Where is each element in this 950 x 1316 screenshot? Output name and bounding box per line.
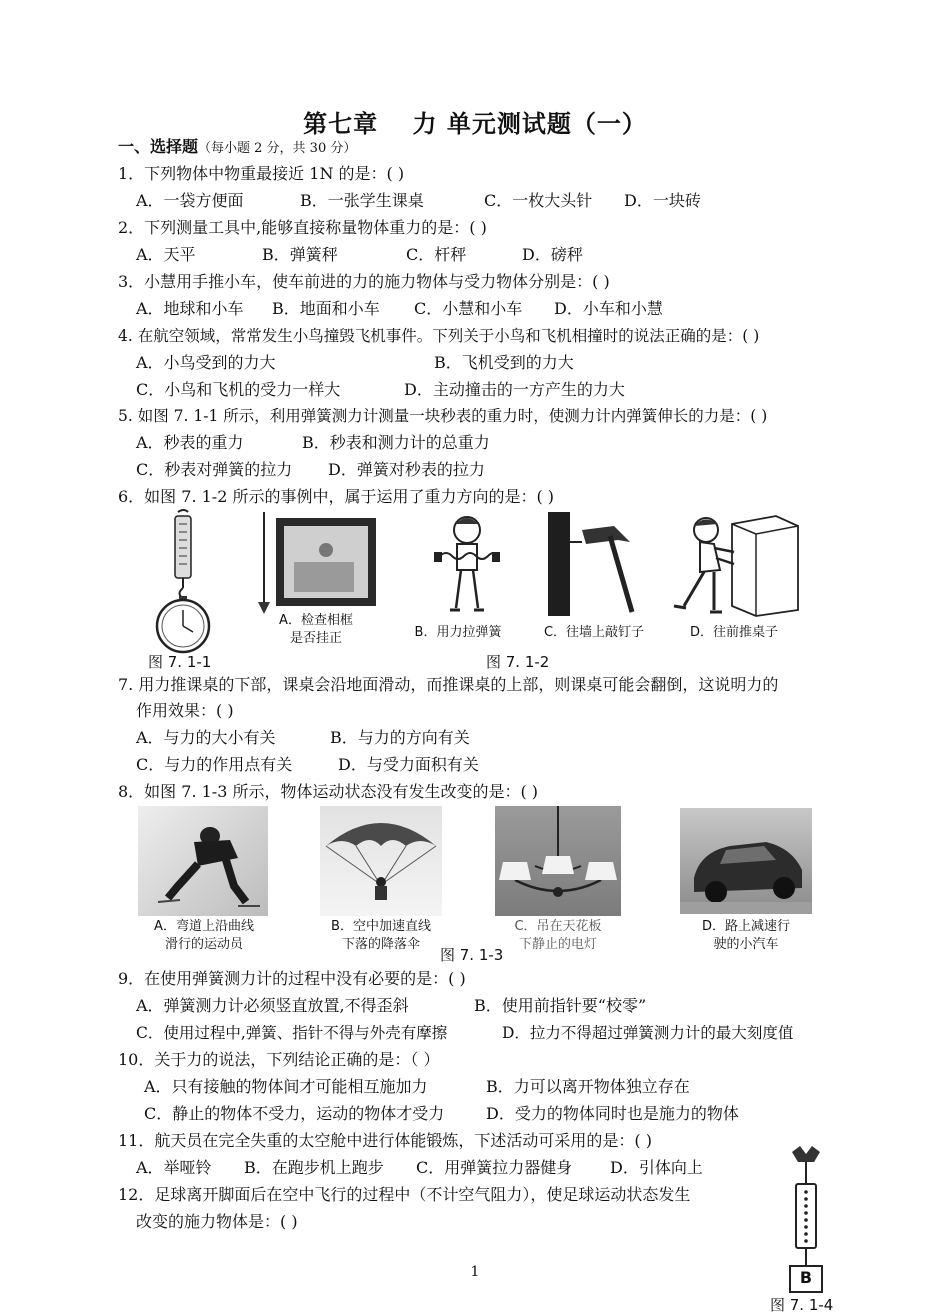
q11-option-d: D．引体向上 [610,1158,703,1177]
q2-option-b: B．弹簧秤 [262,245,338,264]
fig3-a-line1: A．弯道上沿曲线 [154,919,254,934]
fig3-b-line1: B．空中加速直线 [331,919,431,934]
q7-option-c: C．与力的作用点有关 [136,755,293,774]
question-11: 11．航天员在完全失重的太空舱中进行体能锻炼，下述活动可采用的是：( ) [118,1131,652,1150]
block-b-label: B [799,1268,813,1287]
q10-options-row1 [144,1076,690,1098]
q3-option-d: D．小车和小慧 [554,299,663,318]
q10-options-row2 [144,1103,739,1125]
q5-options-row2 [136,459,485,481]
parachute-photo [320,806,442,916]
q7-option-b: B．与力的方向有关 [330,728,470,747]
figure-7-1-2-c-caption: C．往墙上敲钉子 [543,625,645,640]
q7-option-a: A．与力的大小有关 [136,728,276,747]
figure-7-1-2-caption: 图 7. 1-2 [486,653,550,671]
q5-options-row1 [136,432,490,454]
figure-7-1-2-a-caption [272,612,360,648]
figure-7-1-2-b-caption: B．用力拉弹簧 [414,625,502,640]
question-9: 9．在使用弹簧测力计的过程中没有必要的是：( ) [118,969,466,988]
q3-option-b: B．地面和小车 [272,299,380,318]
question-3: 3．小慧用手推小车，使车前进的力的施力物体与受力物体分别是：( ) [118,272,610,291]
spring-scale-stopwatch-figure [148,508,218,656]
page-number: 1 [470,1264,480,1280]
fig3-d-line2: 驶的小汽车 [713,937,779,952]
q4-options-row2 [136,379,625,401]
q4-options-row1 [136,352,574,374]
q9-option-d: D．拉力不得超过弹簧测力计的最大刻度值 [502,1024,794,1042]
q2-option-d: D．磅秤 [522,245,583,264]
fig3-c-line1: C．吊在天花板 [514,919,602,934]
q10-option-c: C．静止的物体不受力，运动的物体才受力 [144,1104,445,1123]
q10-option-d: D．受力的物体同时也是施力的物体 [486,1104,739,1123]
q5-option-a: A．秒表的重力 [136,433,244,452]
person-pulling-spring-figure [430,512,504,616]
q11-option-a: A．举哑铃 [136,1158,212,1177]
q2-option-a: A．天平 [136,245,196,264]
question-7: 7. 用力推课桌的下部，课桌会沿地面滑动，而推课桌的上部，则课桌可能会翻倒，这说明力的 [118,675,779,694]
fig2-a-line1: A．检查相框 [279,613,353,628]
q11-options [136,1157,703,1179]
question-10: 10．关于力的说法，下列结论正确的是：（ ） [118,1050,440,1069]
figure-7-1-3-b-caption [314,918,448,954]
fig2-a-line2: 是否挂正 [289,631,342,646]
q4-option-c: C．小鸟和飞机的受力一样大 [136,380,341,399]
q2-option-c: C．杆秤 [406,245,467,264]
question-8: 8．如图 7. 1-3 所示，物体运动状态没有发生改变的是：( ) [118,782,539,801]
question-2: 2．下列测量工具中,能够直接称量物体重力的是：( ) [118,218,487,237]
q1-option-c: C．一枚大头针 [484,191,593,210]
q2-options [136,244,583,266]
question-1: 1．下列物体中物重最接近 1N 的是：( ) [118,164,405,183]
fig3-b-line2: 下落的降落伞 [341,937,420,952]
figure-7-1-1-caption: 图 7. 1-1 [148,653,212,671]
q9-option-a: A．弹簧测力计必须竖直放置,不得歪斜 [136,996,409,1015]
q5-option-d: D．弹簧对秒表的拉力 [328,460,485,479]
q7-options-row1 [136,727,470,749]
person-pushing-desk-figure [664,510,802,618]
fig3-d-line1: D．路上减速行 [701,919,790,934]
q11-option-b: B．在跑步机上跑步 [244,1158,384,1177]
q9-option-c: C．使用过程中,弹簧、指针不得与外壳有摩擦 [136,1024,448,1042]
question-7-cont: 作用效果：( ) [136,701,234,720]
q10-option-a: A．只有接触的物体间才可能相互施加力 [144,1077,428,1096]
figure-7-1-3-c-caption [490,918,626,954]
q9-options-row1 [136,995,646,1017]
page-title: 第七章 力 单元测试题（一） [303,109,647,138]
q1-options [136,190,701,212]
question-4: 4. 在航空领域，常常发生小鸟撞毁飞机事件。下列关于小鸟和飞机相撞时的说法正确的是：( ) [118,327,760,345]
q7-options-row2 [136,754,479,776]
q3-option-a: A．地球和小车 [136,299,244,318]
section-label: 一、选择题 [118,137,199,156]
picture-frame-plumb-figure [254,512,378,614]
q4-option-b: B．飞机受到的力大 [434,353,574,372]
question-12-cont: 改变的施力物体是：( ) [136,1212,298,1231]
hammer-wall-nail-figure [544,512,640,616]
q3-option-c: C．小慧和小车 [414,299,523,318]
figure-7-1-4-caption: 图 7. 1-4 [770,1296,834,1314]
figure-7-1-3-a-caption [132,918,276,954]
fig3-c-line2: 下静止的电灯 [518,937,597,952]
q10-option-b: B．力可以离开物体独立存在 [486,1077,690,1096]
figure-7-1-2-d-caption: D．往前推桌子 [689,625,778,640]
q7-option-d: D．与受力面积有关 [338,755,479,774]
chandelier-photo [495,806,621,916]
sports-car-photo [680,808,812,914]
q11-option-c: C．用弹簧拉力器健身 [416,1158,573,1177]
question-6: 6．如图 7. 1-2 所示的事例中，属于运用了重力方向的是：( ) [118,487,555,506]
figure-7-1-3-d-caption [676,918,816,954]
question-5: 5. 如图 7. 1-1 所示，利用弹簧测力计测量一块秒表的重力时，使测力计内弹簧伸长的力是：( ) [118,407,768,425]
q1-option-a: A．一袋方便面 [136,191,244,210]
q9-options-row2 [136,1022,793,1044]
figure-7-1-3-caption: 图 7. 1-3 [440,946,504,964]
section-heading [118,136,356,160]
q4-option-d: D．主动撞击的一方产生的力大 [404,380,625,399]
q9-option-b: B．使用前指针要“校零” [474,996,647,1015]
q3-options [136,298,663,320]
q1-option-b: B．一张学生课桌 [300,191,424,210]
fig3-a-line2: 滑行的运动员 [164,937,243,952]
speed-skater-photo [138,806,268,916]
question-12: 12．足球离开脚面后在空中飞行的过程中（不计空气阻力），使足球运动状态发生 [118,1185,691,1204]
q5-option-b: B．秒表和测力计的总重力 [302,433,490,452]
q4-option-a: A．小鸟受到的力大 [136,353,276,372]
q1-option-d: D．一块砖 [624,191,701,210]
section-note: （每小题 2 分，共 30 分） [198,141,357,156]
q5-option-c: C．秒表对弹簧的拉力 [136,460,293,479]
